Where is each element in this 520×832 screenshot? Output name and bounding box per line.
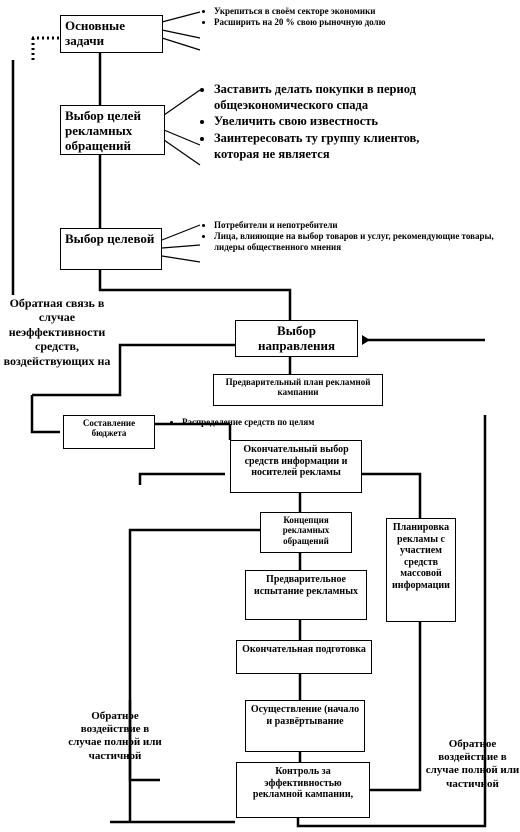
bracket-2 [164,90,200,165]
bullet-group-1 [200,6,429,64]
bracket-1 [162,12,200,50]
feedback-label-bottom-left: Обратное воздействие в случае полной или частичной [68,710,162,762]
box-vybor-celevoy-text: Выбор целевой [65,231,155,246]
bullet-item: • Лица, влияющие на выбор товаров и услуг, рекомендующие товары, лидеры общественного мнения [214,231,499,252]
bullet-group-4 [168,417,347,433]
box-sostavlenie-byudzheta [63,415,155,449]
box-okonchatelny-vybor-text: Окончательный выбор средств информации и носителей рекламы [243,444,349,478]
feedback-label-bottom-right: Обратное воздействие в случае полной или частичной [425,738,520,790]
left-feedback-lower [32,395,60,432]
box-predvaritelny-plan [213,374,383,406]
bullet-item: • Заинтересовать ту группу клиентов, которая не является [214,131,449,162]
box-vybor-napravleniya-text: Выбор направления [258,323,335,353]
bullet-item: • Расширить на 20 % свою рыночную долю [214,17,429,27]
bullet-group-2 [200,82,449,192]
box-osnovnye-text: Основные задачи [65,18,125,48]
box-koncepcii [260,512,352,553]
box-predvaritelnoe-ispytanie [245,570,367,620]
arrowhead [362,335,370,345]
box-osushchestvlenie [245,700,365,752]
bullet-item: • Потребители и непотребители [214,220,499,230]
box-vybor-napravleniya [235,320,358,357]
box-vybor-celey-text: Выбор целей рекламных обращений [65,108,141,153]
box-okonchatelnaya-podgotovka-text: Окончательная подготовка [242,644,366,655]
box-vybor-celevoy [60,228,162,270]
box-planirovka-text: Планировка рекламы с участием средств массовой информации [392,522,450,591]
box-vybor-celey [60,105,165,155]
box-predvaritelny-plan-text: Предварительный план рекламной кампании [225,377,371,398]
link-final-left [140,474,225,485]
bullet-item: • Заставить делать покупки в период общеэкономического спада [214,82,449,113]
box-osushchestvlenie-text: Осуществление (начало и развёртывание [250,704,360,727]
bullet-item: • Распределение средств по целям [182,417,347,427]
box-kontrol [236,762,370,818]
bullet-item: • Укрепиться в своём секторе экономики [214,6,429,16]
feedback-label-left: Обратная связь в случае неэффективности средств, воздействующих на [3,296,111,368]
bracket-3 [162,225,200,262]
link-final-right [362,474,420,518]
box-okonchatelnaya-podgotovka [236,640,372,674]
box-okonchatelny-vybor [230,440,362,493]
box-koncepcii-text: Концепция рекламных обращений [282,515,330,546]
box-kontrol-text: Контроль за эффективностью рекламной кампании, [252,766,354,800]
box-osnovnye-zadachi [60,15,163,53]
planirovka-down [370,622,420,790]
box-sostavlenie-byudzheta-text: Составление бюджета [82,418,136,439]
bullet-group-3 [200,220,499,280]
box-predvaritelnoe-ispytanie-text: Предварительное испытание рекламных [253,574,359,597]
box-planirovka [386,518,456,622]
bullet-item: • Увеличить свою известность [214,114,449,130]
